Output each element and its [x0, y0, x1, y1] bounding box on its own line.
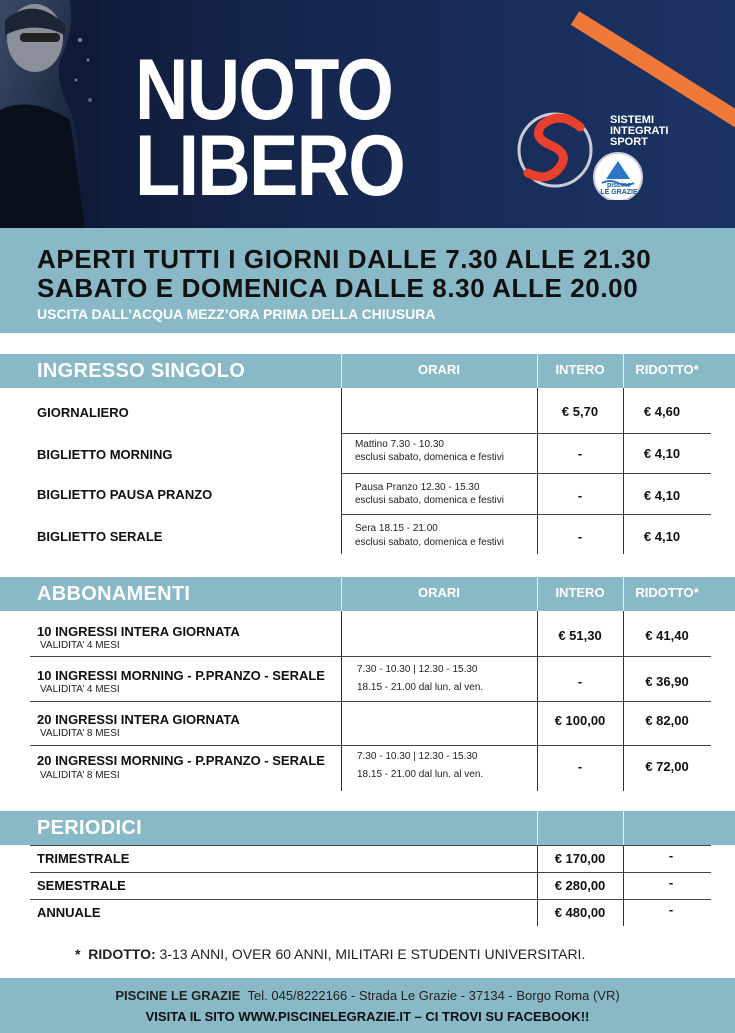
price-ridotto: € 36,90: [645, 674, 689, 689]
venue-name: PISCINE LE GRAZIE: [115, 988, 241, 1003]
price-ridotto: € 72,00: [645, 759, 689, 774]
price-intero: € 100,00: [554, 713, 606, 728]
abbonamenti-header: [0, 577, 735, 611]
row-name: SEMESTRALE: [37, 878, 126, 893]
row-validita: VALIDITA’ 8 MESI: [40, 728, 120, 739]
row-validita: VALIDITA’ 4 MESI: [40, 684, 120, 695]
price-ridotto: € 4,60: [643, 404, 681, 419]
periodici-header: [0, 811, 735, 845]
divider: [623, 811, 624, 845]
row-divider: [30, 845, 711, 846]
row-divider: [30, 899, 711, 900]
row-name: ANNUALE: [37, 905, 101, 920]
divider: [341, 388, 342, 554]
col-ridotto: RIDOTTO*: [635, 362, 699, 377]
row-divider: [30, 745, 711, 746]
row-name: TRIMESTRALE: [37, 851, 130, 866]
divider: [537, 811, 538, 845]
row-divider: [341, 514, 711, 515]
price-intero: -: [577, 488, 583, 503]
row-orari-note: esclusi sabato, domenica e festivi: [355, 452, 504, 463]
divider: [537, 577, 538, 611]
hours-weekdays: APERTI TUTTI I GIORNI DALLE 7.30 ALLE 21.30: [37, 244, 652, 274]
row-name: BIGLIETTO MORNING: [37, 447, 173, 462]
price-intero: -: [577, 674, 583, 689]
price-ridotto: € 41,40: [645, 628, 689, 643]
row-name: 20 INGRESSI INTERA GIORNATA: [37, 712, 240, 727]
footer-band: [0, 978, 735, 1033]
row-name: 10 INGRESSI MORNING - P.PRANZO - SERALE: [37, 668, 325, 683]
page-title: NUOTO LIBERO: [135, 42, 405, 214]
price-ridotto: € 82,00: [645, 713, 689, 728]
row-validita: VALIDITA’ 8 MESI: [40, 770, 120, 781]
divider: [341, 354, 342, 388]
col-intero: INTERO: [555, 362, 605, 377]
logo-wordmark: SISTEMI INTEGRATI SPORT: [610, 114, 669, 148]
row-divider: [30, 872, 711, 873]
exit-water-note: USCITA DALL’ACQUA MEZZ’ORA PRIMA DELLA CHIUSURA: [37, 306, 436, 322]
row-divider: [341, 473, 711, 474]
ridotto-footnote: * RIDOTTO: 3-13 ANNI, OVER 60 ANNI, MILITARI E STUDENTI UNIVERSITARI.: [75, 946, 586, 962]
col-intero: INTERO: [555, 585, 605, 600]
divider: [623, 354, 624, 388]
price-intero: -: [577, 759, 583, 774]
ingresso-header: [0, 354, 735, 388]
price-ridotto: -: [668, 848, 674, 863]
abbonamenti-title: ABBONAMENTI: [37, 583, 191, 605]
header-banner: [0, 0, 735, 228]
row-orari: Mattino 7.30 - 10.30: [355, 439, 444, 450]
row-name: BIGLIETTO SERALE: [37, 529, 163, 544]
opening-hours-band: [0, 228, 735, 333]
row-divider: [30, 656, 711, 657]
le-grazie-badge: piscine LE GRAZIE: [600, 182, 638, 196]
price-intero: -: [577, 529, 583, 544]
swimmer-photo: [0, 0, 100, 228]
row-divider: [30, 701, 711, 702]
row-orari-note: esclusi sabato, domenica e festivi: [355, 495, 504, 506]
price-ridotto: € 4,10: [643, 529, 681, 544]
col-orari: ORARI: [418, 585, 460, 600]
divider: [537, 354, 538, 388]
price-intero: € 5,70: [561, 404, 599, 419]
col-orari: ORARI: [418, 362, 460, 377]
row-divider: [341, 433, 711, 434]
row-orari: Sera 18.15 - 21.00: [355, 523, 438, 534]
row-orari: 7.30 - 10.30 | 12.30 - 15.30: [357, 751, 478, 762]
hours-weekend: SABATO E DOMENICA DALLE 8.30 ALLE 20.00: [37, 273, 639, 303]
divider: [341, 577, 342, 611]
col-ridotto: RIDOTTO*: [635, 585, 699, 600]
price-intero: € 280,00: [554, 878, 606, 893]
row-orari-note: esclusi sabato, domenica e festivi: [355, 537, 504, 548]
ingresso-title: INGRESSO SINGOLO: [37, 360, 246, 382]
price-ridotto: -: [668, 875, 674, 890]
price-intero: € 480,00: [554, 905, 606, 920]
row-name: 10 INGRESSI INTERA GIORNATA: [37, 624, 240, 639]
website-line: VISITA IL SITO WWW.PISCINELEGRAZIE.IT – CI TROVI SU FACEBOOK!!: [145, 1009, 590, 1024]
row-name: GIORNALIERO: [37, 405, 129, 420]
row-orari-note: 18.15 - 21.00 dal lun. al ven.: [357, 682, 484, 693]
contact-line: [0, 988, 735, 1003]
periodici-title: PERIODICI: [37, 817, 142, 839]
row-orari-note: 18.15 - 21.00 dal lun. al ven.: [357, 769, 484, 780]
price-ridotto: € 4,10: [643, 446, 681, 461]
price-intero: € 170,00: [554, 851, 606, 866]
price-ridotto: -: [668, 902, 674, 917]
price-intero: -: [577, 446, 583, 461]
row-name: BIGLIETTO PAUSA PRANZO: [37, 487, 213, 502]
row-validita: VALIDITA’ 4 MESI: [40, 640, 120, 651]
row-orari: 7.30 - 10.30 | 12.30 - 15.30: [357, 664, 478, 675]
divider: [623, 577, 624, 611]
price-intero: € 51,30: [558, 628, 602, 643]
row-orari: Pausa Pranzo 12.30 - 15.30: [355, 482, 480, 493]
row-name: 20 INGRESSI MORNING - P.PRANZO - SERALE: [37, 753, 325, 768]
price-ridotto: € 4,10: [643, 488, 681, 503]
address: Tel. 045/8222166 - Strada Le Grazie - 37134 - Borgo Roma (VR): [247, 988, 620, 1003]
